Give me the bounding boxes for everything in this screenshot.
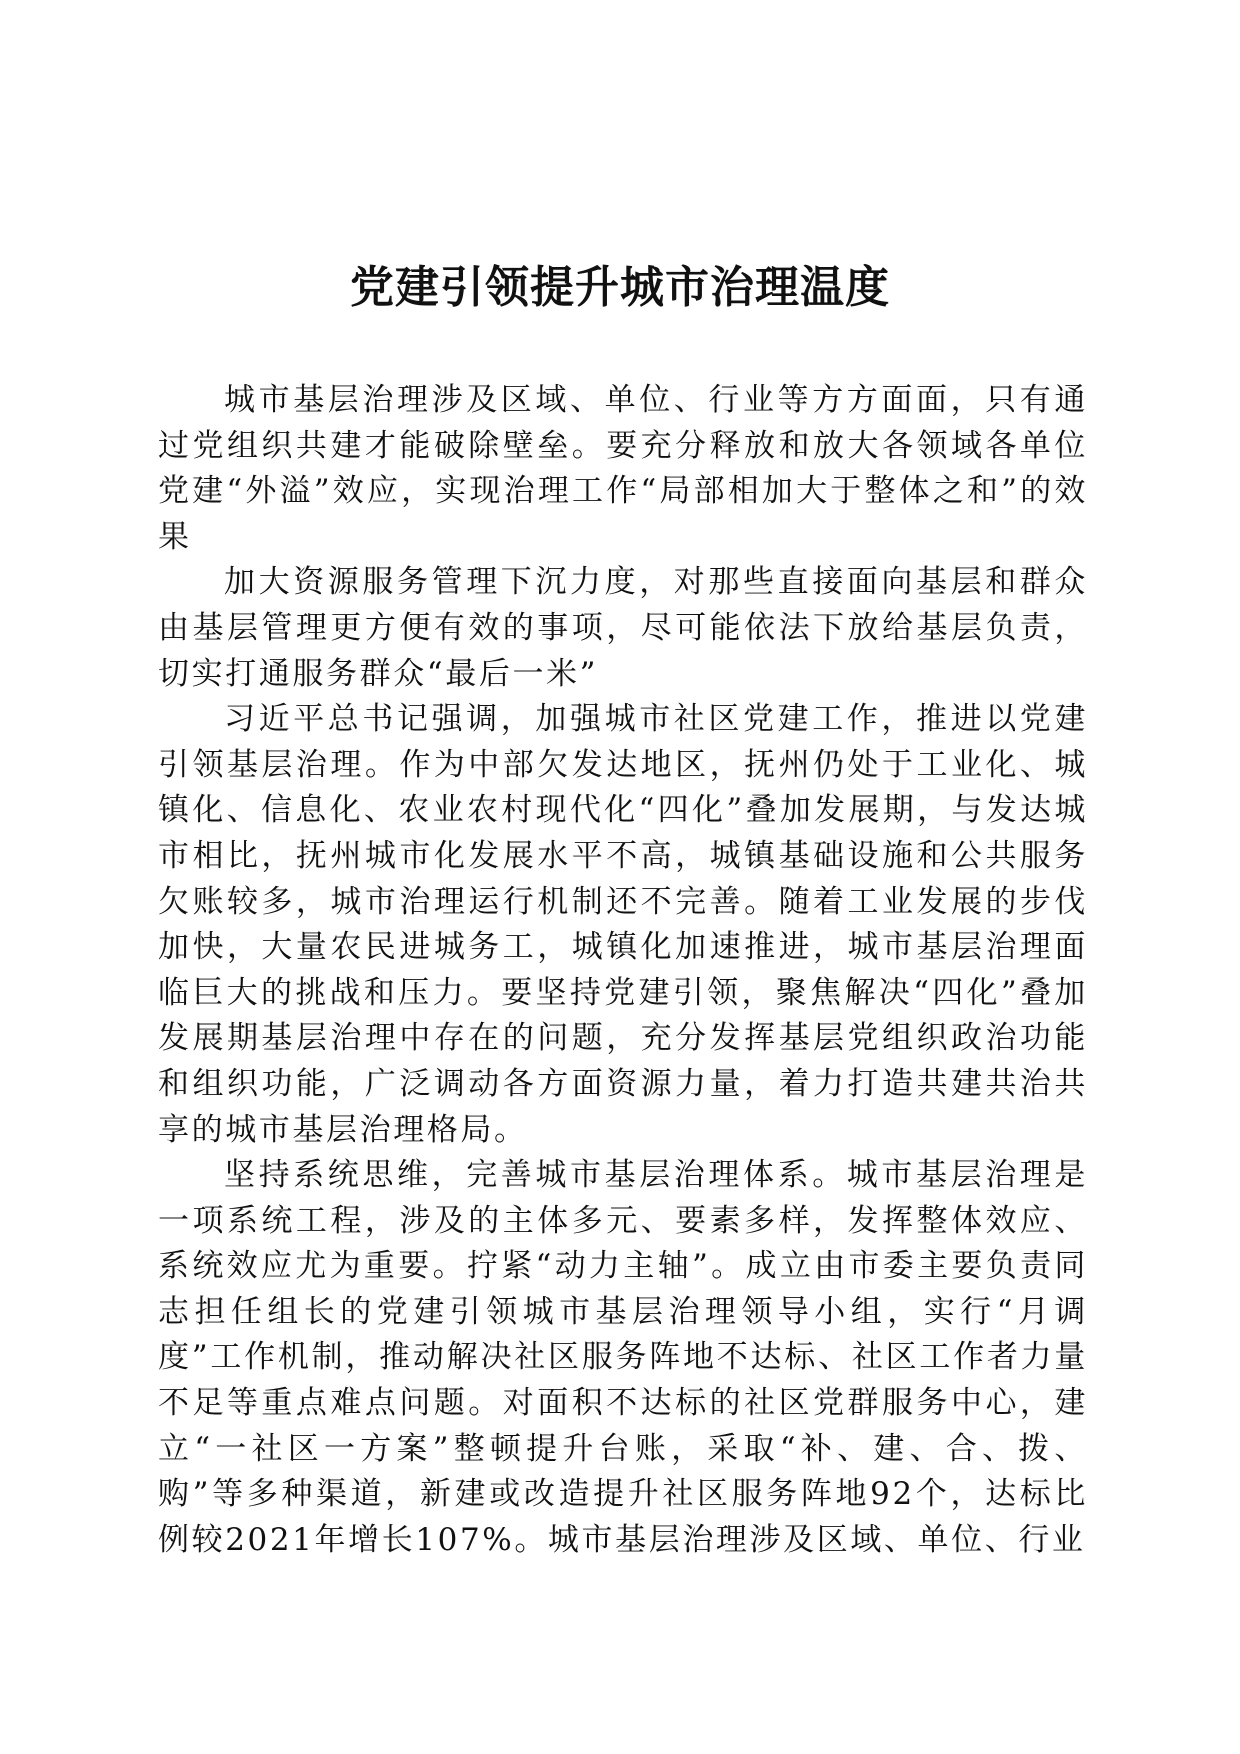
- document-body: [158, 378, 1088, 1563]
- paragraph-3: 习近平总书记强调，加强城市社区党建工作，推进以党建引领基层治理。作为中部欠发达地区，抚州仍处于工业化、城镇化、信息化、农业农村现代化“四化”叠加发展期，与发达城市相比，抚州城市化发展水平不高，城镇基础设施和公共服务欠账较多，城市治理运行机制还不完善。随着工业发展的步伐加快，大量农民进城务工，城镇化加速推进，城市基层治理面临巨大的挑战和压力。要坚持党建引领，聚焦解决“四化”叠加发展期基层治理中存在的问题，充分发挥基层党组织政治功能和组织功能，广泛调动各方面资源力量，着力打造共建共治共享的城市基层治理格局。: [158, 701, 1088, 1148]
- paragraph-2: 加大资源服务管理下沉力度，对那些直接面向基层和群众由基层管理更方便有效的事项，尽可能依法下放给基层负责，切实打通服务群众“最后一米”: [158, 564, 1088, 692]
- paragraph-4: 坚持系统思维，完善城市基层治理体系。城市基层治理是一项系统工程，涉及的主体多元、要素多样，发挥整体效应、系统效应尤为重要。拧紧“动力主轴”。成立由市委主要负责同志担任组长的党建引领城市基层治理领导小组，实行“月调度”工作机制，推动解决社区服务阵地不达标、社区工作者力量不足等重点难点问题。对面积不达标的社区党群服务中心，建立“一社区一方案”整顿提升台账，采取“补、建、合、拨、购”等多种渠道，新建或改造提升社区服务阵地92个，达标比例较2021年增长107%。城市基层治理涉及区域、单位、行业: [158, 1157, 1088, 1558]
- paragraph-1: 城市基层治理涉及区域、单位、行业等方方面面，只有通过党组织共建才能破除壁垒。要充分释放和放大各领域各单位党建“外溢”效应，实现治理工作“局部相加大于整体之和”的效果: [158, 382, 1088, 555]
- document-title: 党建引领提升城市治理温度: [350, 262, 890, 313]
